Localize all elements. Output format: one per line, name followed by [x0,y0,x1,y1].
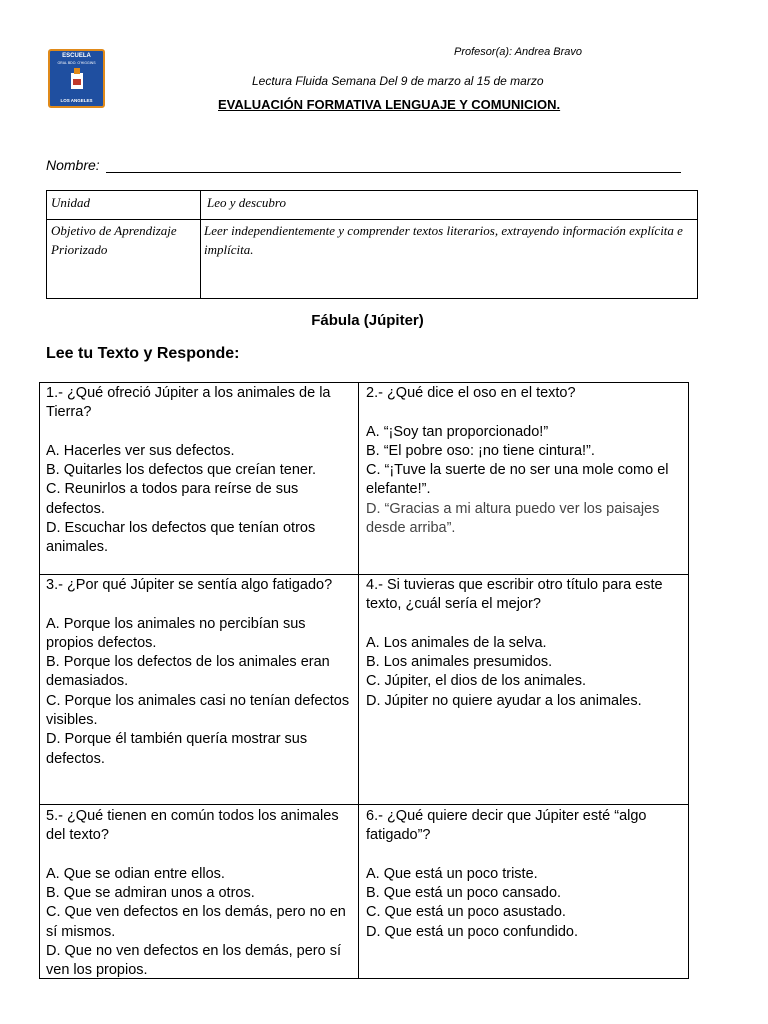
question-text: 2.- ¿Qué dice el oso en el texto? [366,385,576,401]
question-text: 4.- Si tuvieras que escribir otro título para este texto, ¿cuál sería el mejor? [366,577,663,613]
question-cell-6 [366,807,684,942]
option-c: C. Porque los animales casi no tenían defectos visibles. [46,692,350,729]
option-a: A. Que se odian entre ellos. [46,865,225,882]
info-table-row-divider [47,219,697,220]
objetivo-label: Objetivo de Aprendizaje Priorizado [51,223,177,257]
option-d: D. “Gracias a mi altura puedo ver los paisajes desde arriba”. [366,500,660,537]
option-a: A. Porque los animales no percibían sus propios defectos. [46,615,306,651]
question-text: 6.- ¿Qué quiere decir que Júpiter esté “algo fatigado”? [366,808,647,844]
question-text: 1.- ¿Qué ofreció Júpiter a los animales de la Tierra? [46,385,331,421]
option-d: D. Escuchar los defectos que tenían otros animales. [46,520,316,556]
instruction-heading: Lee tu Texto y Responde: [46,345,240,362]
question-text: 5.- ¿Qué tienen en común todos los animales del texto? [46,808,339,844]
questions-row-divider-1 [40,574,688,575]
question-cell-4 [366,576,684,711]
professor-name: Profesor(a): Andrea Bravo [454,46,582,58]
logo-mid-text: GRAL BDO. O'HIGGINS [57,61,96,65]
nombre-label: Nombre: [46,157,100,173]
option-b: B. Los animales presumidos. [366,654,553,671]
school-logo [48,49,105,108]
unidad-value: Leo y descubro [207,195,286,210]
info-table-divider [200,191,201,298]
unidad-label: Unidad [51,195,90,210]
questions-row-divider-2 [40,804,688,805]
objetivo-value: Leer independientemente y comprender textos literarios, extrayendo información explícita e implícita. [204,223,683,257]
option-c: C. Reunirlos a todos para reírse de sus defectos. [46,481,299,517]
option-c: C. Que está un poco asustado. [366,904,566,921]
logo-top-text: ESCUELA [62,53,91,59]
option-d: D. Porque él también quería mostrar sus defectos. [46,731,308,767]
option-c: C. Júpiter, el dios de los animales. [366,673,587,690]
option-b: B. Que se admiran unos a otros. [46,885,255,902]
fable-title: Fábula (Júpiter) [311,312,424,329]
option-b: B. Quitarles los defectos que creían tener. [46,462,317,479]
nombre-field-line[interactable] [106,172,681,173]
document-title: EVALUACIÓN FORMATIVA LENGUAJE Y COMUNICION. [218,97,561,112]
option-a: A. Que está un poco triste. [366,865,538,882]
question-cell-5 [46,807,354,981]
option-b: B. “El pobre oso: ¡no tiene cintura!”. [366,442,595,459]
option-d: D. Que no ven defectos en los demás, pero sí ven los propios. [46,943,341,979]
logo-bottom-text: LOS ANGELES [60,98,93,103]
option-a: A. “¡Soy tan proporcionado!” [366,423,549,440]
option-d: D. Que está un poco confundido. [366,923,579,940]
week-subtitle: Lectura Fluida Semana Del 9 de marzo al 15 de marzo [252,74,544,88]
info-table [46,190,698,299]
option-b: B. Que está un poco cansado. [366,885,562,902]
questions-column-divider [358,383,359,978]
option-a: A. Hacerles ver sus defectos. [46,442,235,459]
option-c: C. Que ven defectos en los demás, pero no en sí mismos. [46,904,346,940]
option-d: D. Júpiter no quiere ayudar a los animales. [366,692,642,709]
option-b: B. Porque los defectos de los animales eran demasiados. [46,654,330,690]
school-crest-icon [70,67,84,91]
question-cell-1 [46,384,354,558]
question-text: 3.- ¿Por qué Júpiter se sentía algo fatigado? [46,577,333,593]
questions-table [39,382,689,979]
option-c: C. “¡Tuve la suerte de no ser una mole como el elefante!”. [366,462,669,498]
option-a: A. Los animales de la selva. [366,634,547,651]
question-cell-3 [46,576,354,769]
question-cell-2 [366,384,684,538]
